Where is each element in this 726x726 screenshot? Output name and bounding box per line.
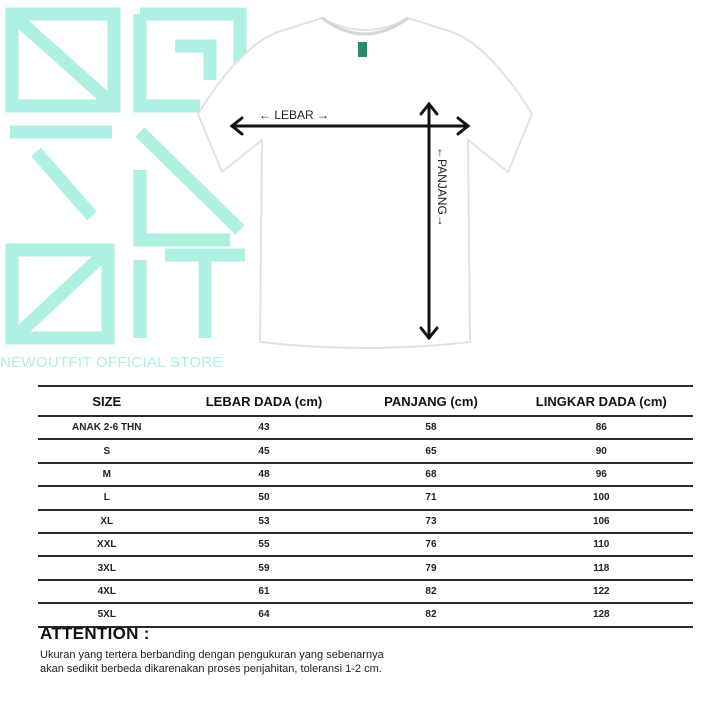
size-chart-table	[38, 385, 693, 628]
table-row	[38, 439, 693, 462]
table-row	[38, 580, 693, 603]
cell-chest-circumference: 100	[510, 486, 693, 509]
cell-size: M	[38, 463, 176, 486]
cell-chest-width: 61	[176, 580, 353, 603]
header-chest-width: LEBAR DADA (cm)	[176, 386, 353, 416]
header-length: PANJANG (cm)	[352, 386, 509, 416]
cell-chest-circumference: 110	[510, 533, 693, 556]
cell-chest-circumference: 106	[510, 510, 693, 533]
cell-chest-width: 59	[176, 556, 353, 579]
cell-size: 3XL	[38, 556, 176, 579]
cell-size: XL	[38, 510, 176, 533]
cell-chest-width: 55	[176, 533, 353, 556]
cell-length: 65	[352, 439, 509, 462]
cell-chest-circumference: 96	[510, 463, 693, 486]
tshirt-diagram	[190, 4, 550, 354]
table-row	[38, 486, 693, 509]
brand-tag-icon	[358, 42, 367, 57]
cell-length: 73	[352, 510, 509, 533]
cell-length: 79	[352, 556, 509, 579]
store-name-watermark: NEWOUTFIT OFFICIAL STORE	[0, 354, 223, 371]
table-header-row	[38, 386, 693, 416]
cell-chest-width: 43	[176, 416, 353, 439]
cell-size: L	[38, 486, 176, 509]
cell-chest-width: 45	[176, 439, 353, 462]
table-row	[38, 416, 693, 439]
cell-length: 68	[352, 463, 509, 486]
cell-chest-circumference: 90	[510, 439, 693, 462]
cell-length: 76	[352, 533, 509, 556]
attention-text-line-1: Ukuran yang tertera berbanding dengan pengukuran yang sebenarnya	[40, 649, 384, 661]
table-row	[38, 556, 693, 579]
cell-chest-width: 64	[176, 603, 353, 626]
attention-text-line-2: akan sedikit berbeda dikarenakan proses penjahitan, toleransi 1-2 cm.	[40, 663, 382, 675]
cell-chest-circumference: 122	[510, 580, 693, 603]
header-size: SIZE	[38, 386, 176, 416]
attention-title: ATTENTION :	[40, 624, 150, 643]
length-label: ←PANJANG→	[435, 147, 449, 227]
attention-note	[40, 624, 384, 676]
cell-size: 4XL	[38, 580, 176, 603]
cell-length: 82	[352, 603, 509, 626]
cell-size: S	[38, 439, 176, 462]
cell-length: 71	[352, 486, 509, 509]
cell-size: ANAK 2-6 THN	[38, 416, 176, 439]
tshirt-shape	[198, 18, 532, 348]
width-label: ← LEBAR →	[259, 108, 330, 122]
table-row	[38, 463, 693, 486]
cell-length: 82	[352, 580, 509, 603]
length-label-text: PANJANG	[435, 159, 449, 215]
cell-chest-width: 53	[176, 510, 353, 533]
cell-chest-width: 50	[176, 486, 353, 509]
cell-length: 58	[352, 416, 509, 439]
cell-chest-circumference: 128	[510, 603, 693, 626]
table-row	[38, 533, 693, 556]
cell-size: XXL	[38, 533, 176, 556]
cell-chest-circumference: 118	[510, 556, 693, 579]
cell-chest-width: 48	[176, 463, 353, 486]
table-row	[38, 603, 693, 626]
header-chest-circumference: LINGKAR DADA (cm)	[510, 386, 693, 416]
table-row	[38, 510, 693, 533]
width-label-text: LEBAR	[274, 108, 314, 122]
cell-size: 5XL	[38, 603, 176, 626]
cell-chest-circumference: 86	[510, 416, 693, 439]
